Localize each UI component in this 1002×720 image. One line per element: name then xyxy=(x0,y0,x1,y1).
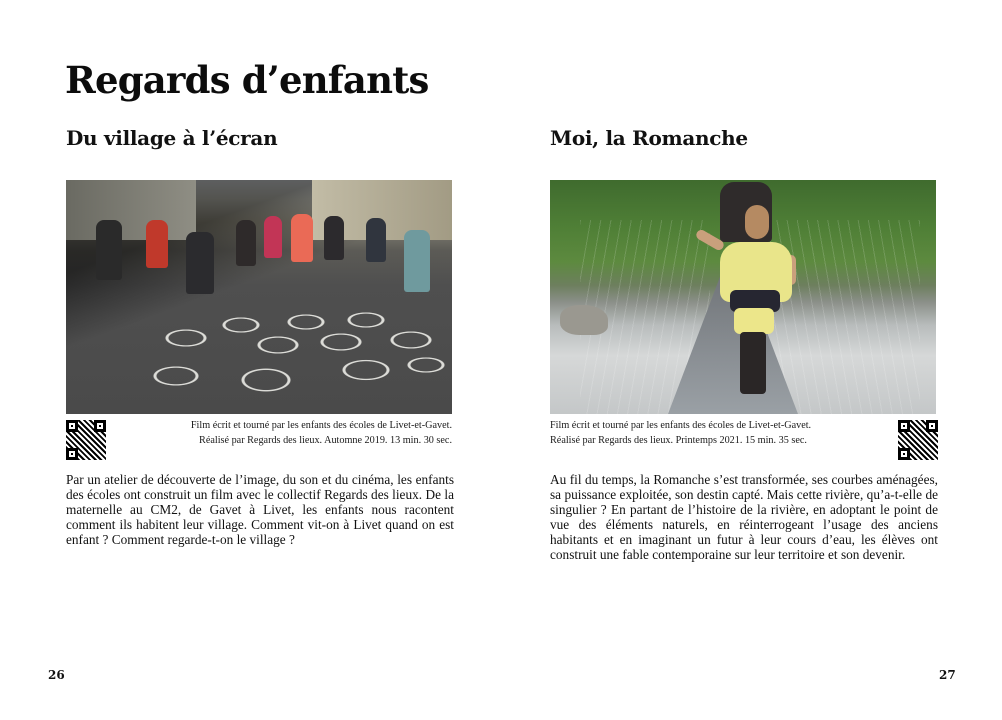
qr-code-icon[interactable] xyxy=(66,420,106,460)
section-title-romanche: Moi, la Romanche xyxy=(550,126,748,150)
child-figure xyxy=(404,230,430,292)
film-caption xyxy=(191,418,452,448)
child-figure xyxy=(236,220,256,266)
body-paragraph: Par un atelier de découverte de l’image, du son et du cinéma, les enfants des écoles ont construit un film avec le collectif Regards des lieux. De la maternelle au CM2, de Gavet à Livet, les enfants nous racontent comment ils habitent leur village. Comment vit-on à Livet quand on est enfant ? Comment regarde-t-on le village ? xyxy=(66,472,454,547)
schoolyard-photo xyxy=(66,180,452,414)
child-figure xyxy=(291,214,313,262)
bridge-net-right xyxy=(770,220,920,414)
page-title: Regards d’enfants xyxy=(65,58,429,102)
child-figure xyxy=(186,232,214,294)
bridge-photo xyxy=(550,180,936,414)
section-title-village: Du village à l’écran xyxy=(66,126,278,150)
page-number: 27 xyxy=(939,668,956,682)
caption-line-2: Réalisé par Regards des lieux. Automne 2019. 13 min. 30 sec. xyxy=(199,435,452,446)
school-building-left xyxy=(66,180,196,240)
film-caption xyxy=(550,418,811,448)
girl-legs xyxy=(740,332,766,394)
child-figure xyxy=(146,220,168,268)
girl-head xyxy=(745,205,769,239)
caption-line-2: Réalisé par Regards des lieux. Printemps 2021. 15 min. 35 sec. xyxy=(550,435,807,446)
caption-line-1: Film écrit et tourné par les enfants des écoles de Livet-et-Gavet. xyxy=(190,420,452,431)
body-paragraph: Au fil du temps, la Romanche s’est transformée, ses courbes aménagées, sa puissance exploitée, son destin capté. Mais cette rivière, qu’a-t-elle de singulier ? En partant de l’histoire de la rivière, en adoptant le point de vue des éléments naturels, en réinterrogeant l’usage des anciens habitants et en imaginant un futur à leur cours d’eau, les élèves ont construit une fable contemporaine sur leur territoire et son devenir. xyxy=(550,472,938,562)
child-figure xyxy=(96,220,122,280)
girl-shorts xyxy=(734,308,774,334)
river-rock xyxy=(560,305,608,335)
child-figure xyxy=(324,216,344,260)
child-figure xyxy=(264,216,282,258)
qr-code-icon[interactable] xyxy=(898,420,938,460)
child-figure xyxy=(366,218,386,262)
page-number: 26 xyxy=(48,668,65,682)
caption-line-1: Film écrit et tourné par les enfants des écoles de Livet-et-Gavet. xyxy=(550,420,812,431)
